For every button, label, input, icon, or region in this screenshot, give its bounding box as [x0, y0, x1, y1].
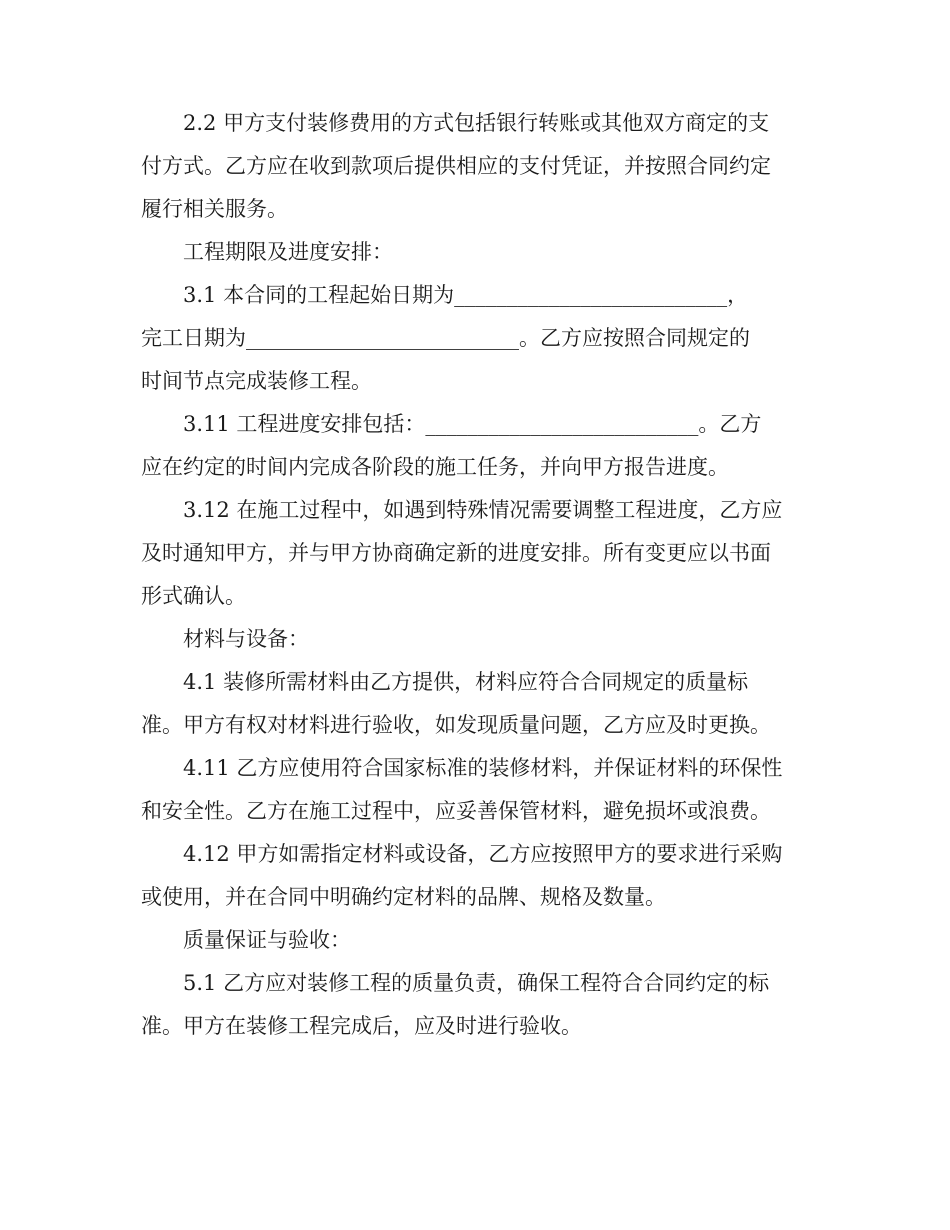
paragraph-2-2 [141, 102, 811, 231]
section-heading-schedule: 工程期限及进度安排： [183, 240, 393, 264]
text-line: 4.11 乙方应使用符合国家标准的装修材料，并保证材料的环保性 [183, 756, 783, 780]
paragraph-3-1 [141, 274, 811, 403]
text-line: 付方式。乙方应在收到款项后提供相应的支付凭证，并按照合同约定 [141, 154, 771, 178]
text-line: 3.12 在施工过程中，如遇到特殊情况需要调整工程进度，乙方应 [183, 498, 783, 522]
text-line: 时间节点完成装修工程。 [141, 369, 372, 393]
text-line: 应在约定的时间内完成各阶段的施工任务，并向甲方报告进度。 [141, 455, 729, 479]
section-heading-materials: 材料与设备： [183, 627, 309, 651]
text-line: 履行相关服务。 [141, 197, 288, 221]
text-line: 5.1 乙方应对装修工程的质量负责，确保工程符合合同约定的标 [183, 971, 770, 995]
text-line: 4.12 甲方如需指定材料或设备，乙方应按照甲方的要求进行采购 [183, 842, 783, 866]
text-line: 3.1 本合同的工程起始日期为__________________________， [183, 283, 749, 307]
text-line: 4.1 装修所需材料由乙方提供，材料应符合合同规定的质量标 [183, 670, 749, 694]
paragraph-3-11 [141, 403, 811, 489]
paragraph-4-1 [141, 661, 811, 747]
text-line: 或使用，并在合同中明确约定材料的品牌、规格及数量。 [141, 885, 666, 909]
paragraph-4-12 [141, 833, 811, 919]
text-line: 及时通知甲方，并与甲方协商确定新的进度安排。所有变更应以书面 [141, 541, 771, 565]
paragraph-4-11 [141, 747, 811, 833]
text-line: 完工日期为__________________________。乙方应按照合同规定的 [141, 326, 750, 350]
text-line: 准。甲方在装修工程完成后，应及时进行验收。 [141, 1014, 582, 1038]
paragraph-3-12 [141, 489, 811, 618]
text-line: 2.2 甲方支付装修费用的方式包括银行转账或其他双方商定的支 [183, 111, 770, 135]
text-line: 准。甲方有权对材料进行验收，如发现质量问题，乙方应及时更换。 [141, 713, 771, 737]
paragraph-5-1 [141, 962, 811, 1048]
text-line: 形式确认。 [141, 584, 246, 608]
section-heading-quality: 质量保证与验收： [183, 928, 351, 952]
document-body [141, 102, 811, 1048]
text-line: 和安全性。乙方在施工过程中，应妥善保管材料，避免损坏或浪费。 [141, 799, 771, 823]
text-line: 3.11 工程进度安排包括：__________________________。乙方 [183, 412, 762, 436]
